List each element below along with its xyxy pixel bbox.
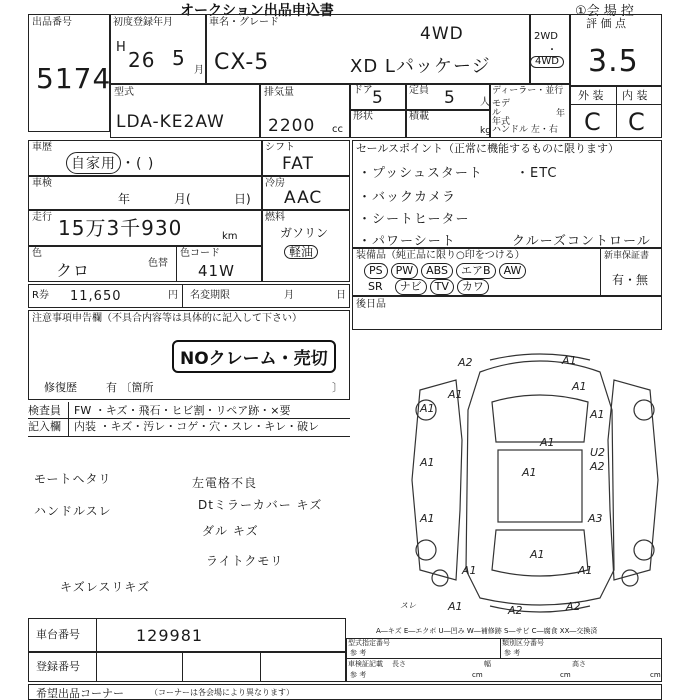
drive-dot: ・ [547, 45, 557, 56]
usage-label: 車歴 [32, 142, 52, 153]
equip-row1 [364, 263, 529, 279]
inspector-label-2: 記入欄 [28, 420, 61, 433]
notes-label: 注意事項申告欄（不具合内容等は具体的に記入して下さい） [32, 313, 302, 324]
first-reg-era: H [116, 40, 127, 55]
dealer-label: ディーラー・並行 [492, 86, 564, 96]
color-code-label: 色コード [180, 248, 220, 259]
model-drive: 4WD [420, 24, 464, 44]
first-reg-year: 26 [128, 48, 156, 72]
sales-item-5: ・パワーシート [358, 234, 456, 249]
color-label: 色 [32, 248, 42, 259]
sales-item-2: ・ETC [516, 166, 558, 181]
sales-label: セールスポイント（正常に機能するものに限ります） [356, 142, 620, 155]
equip-sr: SR [368, 280, 383, 293]
remark-1: モートヘタリ [34, 472, 112, 486]
spec-cm-1: cm [472, 671, 483, 679]
equip-label: 装備品（純正品に限り○印をつける） [356, 250, 525, 261]
doors-value: 5 [372, 88, 384, 108]
first-reg-month: 5 [172, 46, 186, 70]
damage-mark-6: A1 [590, 408, 605, 421]
remark-3: キズレスリキズ [60, 580, 151, 594]
int-label: 内 装 [622, 89, 648, 102]
int-value: C [628, 108, 646, 136]
warranty-label: 新車保証書 [604, 251, 650, 261]
equip-airbag: エアB [456, 263, 496, 279]
first-reg-month-unit: 月 [194, 65, 204, 76]
repair-close: 〕 [332, 381, 343, 394]
damage-mark-11: A1 [522, 466, 537, 479]
spec-r2: 類別区分番号 [502, 639, 544, 647]
spec-cm-3: cm [650, 671, 661, 679]
damage-mark-1: A2 [458, 356, 473, 369]
lot-label: 出品番号 [32, 17, 72, 28]
score-value: 3.5 [588, 44, 639, 79]
remark-4: 左電格不良 [192, 476, 258, 490]
damage-mark-9: A2 [590, 460, 605, 473]
remark-5: Dtミラーカバー キズ [198, 498, 323, 512]
model-name: CX-5 [214, 50, 270, 75]
damage-mark-3: A1 [448, 388, 463, 401]
after-box [352, 296, 662, 330]
inspection-year: 年 [118, 192, 131, 206]
equip-ps: PS [364, 263, 388, 279]
spec-cm-2: cm [560, 671, 571, 679]
type-value: LDA-KE2AW [116, 112, 225, 132]
name-change-day: 日 [336, 290, 346, 301]
load-unit: kg [480, 126, 491, 136]
name-change-label: 名変期限 [190, 290, 230, 301]
spec-len: 長さ [392, 660, 406, 668]
recycle-label: R券 [32, 290, 49, 301]
first-reg-label: 初度登録年月 [113, 17, 173, 28]
spec-wid: 幅 [484, 660, 491, 668]
repair-label: 修復歴 [44, 381, 77, 394]
damage-mark-10: A1 [420, 456, 435, 469]
mileage-label: 走行 [32, 212, 52, 223]
spec-r1: 型式指定番号 [348, 639, 390, 647]
footer-note: （コーナーは各会場により異なります） [150, 688, 294, 697]
model-grade: XD Lパッケージ [350, 56, 491, 77]
disp-label: 排気量 [264, 87, 294, 98]
doors-label: ドア [353, 85, 373, 96]
disp-unit: cc [332, 124, 343, 135]
damage-mark-15: A1 [462, 564, 477, 577]
chassis-value: 129981 [136, 626, 204, 645]
spec-hei: 高さ [572, 660, 586, 668]
remark-2: ハンドルスレ [34, 504, 112, 518]
sales-item-6: クルーズコントロール [512, 234, 651, 249]
mileage-value: 15万3千930 [58, 216, 183, 240]
drive-4wd: 4WD [530, 56, 564, 68]
model-label: 車名・グレード [209, 17, 279, 28]
spec-r2b: 参 考 [504, 649, 521, 657]
car-diagram [400, 350, 670, 620]
ext-label: 外 装 [578, 89, 604, 102]
equip-abs: ABS [421, 263, 453, 279]
handle-label: ハンドル 左・右 [492, 125, 558, 135]
damage-mark-16: A1 [578, 564, 593, 577]
damage-mark-19: A2 [566, 600, 581, 613]
shift-label: シフト [265, 142, 295, 153]
spec-r4: 参 考 [350, 671, 367, 679]
drive-2wd: 2WD [534, 31, 558, 42]
remark-7: ライトクモリ [206, 554, 284, 568]
damage-mark-14: A1 [530, 548, 545, 561]
type-label: 型式 [114, 87, 134, 98]
load-label: 積載 [409, 111, 429, 122]
aircon-value: AAC [284, 188, 323, 208]
registration-label: 登録番号 [36, 660, 80, 673]
chassis-label: 車台番号 [36, 628, 80, 641]
usage-value: 自家用 ・( ) [66, 152, 154, 174]
equip-leather: カワ [457, 279, 489, 295]
color-value: クロ [56, 261, 91, 280]
recycle-unit: 円 [168, 290, 178, 301]
damage-mark-5: A1 [572, 380, 587, 393]
spec-r1b: 参 考 [350, 649, 367, 657]
recycle-value: 11,650 [70, 289, 122, 304]
venue-label: ①会 場 控 [575, 4, 634, 19]
damage-mark-18: A2 [508, 604, 523, 617]
mileage-unit: km [222, 231, 238, 242]
repair-value: 有 〔箇所 [106, 381, 154, 394]
damage-legend: A―キズ E―エクボ U―凹み W―補修跡 S―サビ C―腐食 XX―交換済 [376, 627, 598, 635]
damage-mark-12: A3 [588, 512, 603, 525]
remark-6: ダル キズ [202, 524, 259, 538]
model-year-unit: 年 [556, 109, 566, 119]
capacity-value: 5 [444, 88, 456, 108]
fuel-value: ガソリン [280, 226, 329, 240]
fuel-sub: 軽油 [284, 245, 318, 259]
equip-navi: ナビ [395, 279, 427, 295]
damage-mark-4: A1 [420, 402, 435, 415]
inspector-row-1: FW ・キズ・飛石・ヒビ割・リペア跡・×要 [74, 404, 291, 417]
damage-mark-13: A1 [420, 512, 435, 525]
inspector-label-1: 検査員 [28, 404, 61, 417]
shift-value: FAT [282, 154, 314, 174]
after-label: 後日品 [356, 299, 386, 310]
footer-label: 希望出品コーナー [36, 687, 124, 700]
disp-value: 2200 [268, 116, 316, 136]
notes-stamp: NOクレーム・売切 [172, 340, 336, 373]
damage-mark-20: スレ [400, 601, 416, 610]
damage-mark-2: A1 [562, 354, 577, 367]
sales-item-1: ・プッシュスタート [358, 166, 483, 181]
score-label: 評 価 点 [586, 17, 626, 30]
spec-r3: 車検証記載 [348, 660, 383, 668]
aircon-label: 冷房 [265, 178, 285, 189]
inspection-month: 月( [174, 192, 191, 206]
shape-label: 形状 [353, 111, 373, 122]
damage-mark-7: A1 [540, 436, 555, 449]
capacity-unit: 人 [480, 97, 490, 108]
damage-mark-17: A1 [448, 600, 463, 613]
equip-tv: TV [430, 279, 454, 295]
inspector-row-2: 内装 ・キズ・汚レ・コゲ・穴・スレ・キレ・破レ [74, 420, 320, 433]
inspection-label: 車検 [32, 178, 52, 189]
header-title: オークション出品申込書 [180, 3, 334, 19]
color-code: 41W [198, 262, 235, 280]
inspection-box [28, 176, 262, 210]
warranty-value: 有・無 [612, 273, 649, 287]
sales-item-4: ・シートヒーター [358, 212, 470, 227]
inspection-day: 日) [234, 192, 251, 206]
damage-mark-8: U2 [590, 446, 606, 459]
model-year-label: モデル 年式 [492, 99, 511, 127]
capacity-label: 定員 [409, 85, 429, 96]
ext-value: C [584, 108, 602, 136]
equip-row2 [368, 279, 492, 295]
color-tone-label: 色替 [148, 258, 168, 269]
lot-number: 5174 [36, 62, 112, 95]
name-change-month: 月 [284, 290, 294, 301]
equip-pw: PW [391, 263, 419, 279]
sales-item-3: ・バックカメラ [358, 190, 457, 205]
fuel-label: 燃料 [265, 212, 285, 223]
equip-aw: AW [499, 263, 527, 279]
